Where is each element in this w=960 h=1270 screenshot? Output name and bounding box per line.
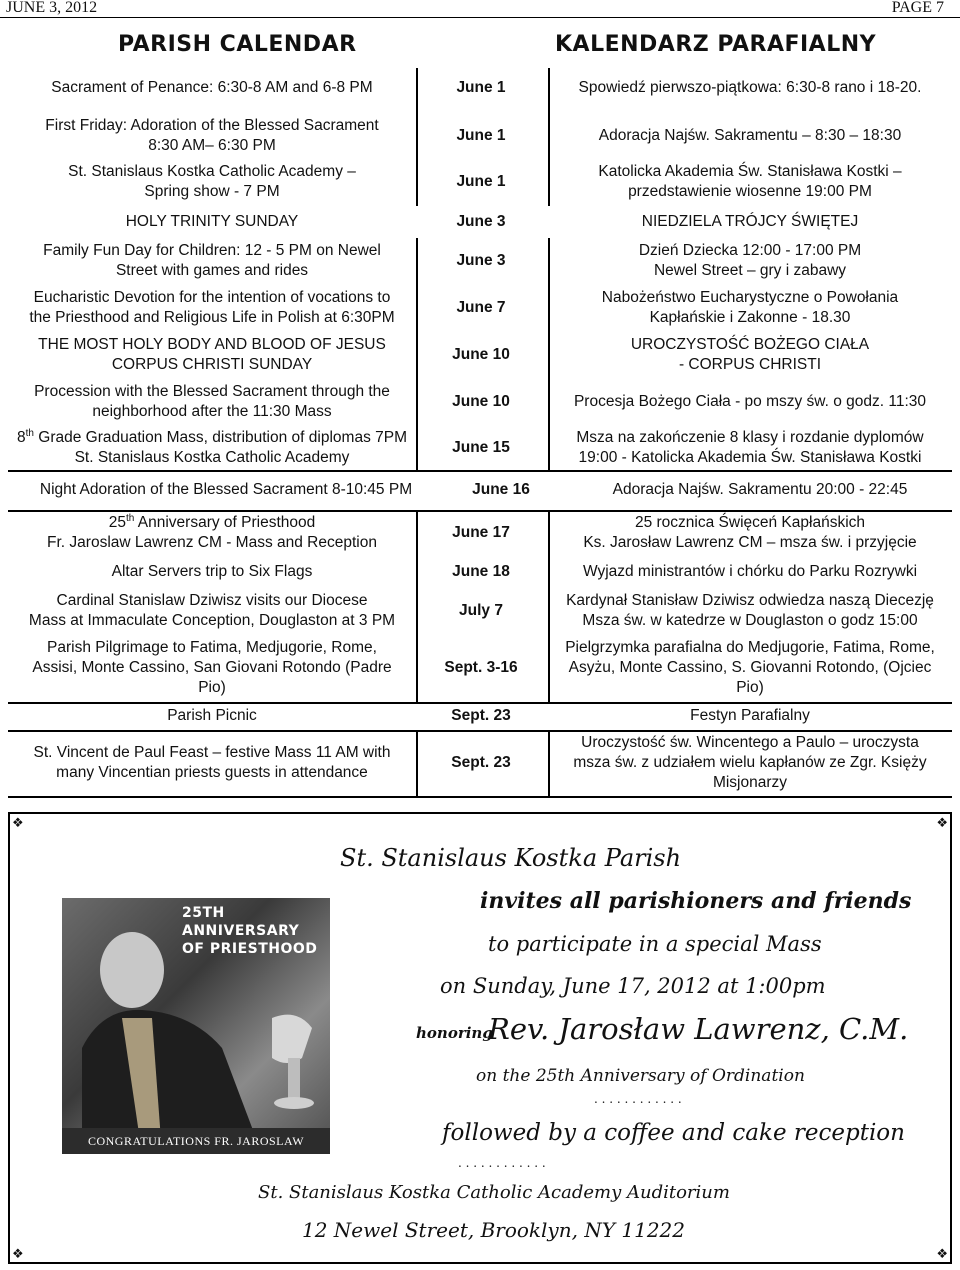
event-polish-text: NIEDZIELA TRÓJCY ŚWIĘTEJ [641,213,859,230]
event-polish-text: Uroczystość św. Wincentego a Paulo – uroczysta msza św. z udziałem wielu kapłanów ze Zgr. Księży Misjonarzy [573,734,927,791]
calendar-title-en: PARISH CALENDAR [118,32,357,57]
calendar-title-pl: KALENDARZ PARAFIALNY [555,32,877,57]
event-polish-text: Msza na zakończenie 8 klasy i rozdanie dyplomów 19:00 - Katolicka Akademia Św. Stanisława Kostki [576,429,924,466]
event-polish-text: Festyn Parafialny [690,707,810,724]
corner-ornament: ❖ [12,815,24,830]
event-polish-text: Spowiedź pierwszo-piątkowa: 6:30-8 rano i 18-20. [578,79,922,96]
calendar-row [8,634,952,702]
dotted-separator: . . . . . . . . . . . . [594,1092,682,1106]
ordinal-number: 25 [108,514,126,531]
event-english-text: Parish Picnic [167,707,257,724]
column-divider [416,510,418,702]
event-polish-text: Nabożeństwo Eucharystyczne o Powołania Kapłańskie i Zakonne - 18.30 [601,289,899,326]
calendar-row [8,556,952,588]
event-polish [548,378,952,426]
calendar-row [8,158,952,206]
calendar-row [8,206,952,238]
corner-ornament: ❖ [936,1246,948,1261]
invite-line-1: invites all parishioners and friends [480,888,912,914]
calendar-row [8,702,952,730]
event-english [8,332,416,378]
event-date: Sept. 3-16 [444,659,518,676]
invite-parish: St. Stanislaus Kostka Parish [340,844,682,872]
invite-line-3: on Sunday, June 17, 2012 at 1:00pm [440,974,826,998]
event-date: June 10 [452,393,510,410]
row-divider [8,702,952,704]
event-polish-text: Adoracja Najśw. Sakramentu – 8:30 – 18:30 [598,127,902,144]
event-english-text: Altar Servers trip to Six Flags [111,563,313,580]
event-english-text: Sacrament of Penance: 6:30-8 AM and 6-8 PM [51,79,373,96]
event-english-text: Anniversary of Priesthood Fr. Jaroslaw Lawrenz CM - Mass and Reception [47,514,377,551]
event-date: June 1 [456,127,506,144]
event-date: June 1 [456,79,506,96]
event-polish-text: Procesja Bożego Ciała - po mszy św. o godz. 11:30 [573,393,927,410]
event-english-text: Family Fun Day for Children: 12 - 5 PM on Newel Street with games and rides [43,242,381,279]
event-english-text: Procession with the Blessed Sacrament through the neighborhood after the 11:30 Mass [34,383,390,420]
calendar-row [8,68,952,108]
page-header [0,0,960,18]
calendar-row [8,730,952,796]
event-polish-text: Dzień Dziecka 12:00 - 17:00 PM Newel Street – gry i zabawy [638,242,862,279]
invite-line-6: followed by a coffee and cake reception [442,1120,905,1146]
event-polish [548,284,952,332]
calendar-row [8,510,952,556]
calendar-row [8,378,952,426]
dotted-separator: . . . . . . . . . . . . [458,1156,546,1170]
event-english [8,730,416,796]
row-divider [8,730,952,732]
row-divider [8,510,952,512]
event-polish [548,730,952,796]
event-polish [548,206,952,238]
event-english-text: Eucharistic Devotion for the intention of vocations to the Priesthood and Religious Life in Polish at 6:30PM [29,289,395,326]
event-english-text: Grade Graduation Mass, distribution of diplomas 7PM St. Stanislaus Kostka Catholic Academy [38,429,407,466]
column-divider [548,730,550,796]
photo-title: 25TH ANNIVERSARY OF PRIESTHOOD [182,905,318,957]
event-polish [548,114,952,158]
event-date: June 17 [452,524,510,541]
issue-date: JUNE 3, 2012 [6,0,98,16]
event-english-text: Night Adoration of the Blessed Sacrament 8-10:45 PM [39,481,413,498]
calendar-row [8,588,952,634]
event-polish [548,510,952,556]
priest-photo [62,898,330,1154]
event-polish [548,426,952,470]
event-date: June 15 [452,439,510,456]
invite-line-5: on the 25th Anniversary of Ordination [476,1066,805,1086]
calendar-row [8,470,952,510]
event-polish-text: Kardynał Stanisław Dziwisz odwiedza naszą Diecezję Msza św. w katedrze w Douglaston o godz 15:00 [566,592,934,629]
calendar-row [8,114,952,158]
column-divider [548,68,550,206]
event-date: Sept. 23 [451,754,511,771]
event-english [8,702,416,730]
calendar-row [8,238,952,284]
column-divider [416,68,418,206]
event-polish [548,68,952,108]
event-polish [568,470,952,510]
column-divider [548,238,550,470]
corner-ornament: ❖ [12,1246,24,1261]
event-english-text: St. Stanislaus Kostka Catholic Academy – Spring show - 7 PM [68,163,356,200]
event-english [8,378,416,426]
event-date: Sept. 23 [451,707,511,724]
event-polish-text: Adoracja Najśw. Sakramentu 20:00 - 22:45 [612,481,908,498]
event-polish-text: Katolicka Akademia Św. Stanisława Kostki – przedstawienie wiosenne 19:00 PM [598,163,902,200]
event-polish [548,158,952,206]
event-date: June 16 [472,481,530,498]
event-english-text: Cardinal Stanislaw Dziwisz visits our Diocese Mass at Immaculate Conception, Douglaston at 3 PM [28,592,396,629]
event-english [8,634,416,702]
event-date: June 18 [452,563,510,580]
event-polish [548,588,952,634]
event-polish [548,238,952,284]
calendar-row [8,332,952,378]
event-english [8,158,416,206]
event-polish-text: Wyjazd ministrantów i chórku do Parku Rozrywki [582,563,918,580]
event-polish [548,332,952,378]
column-divider [416,730,418,796]
mass-invitation [8,812,952,1264]
column-divider [548,510,550,702]
event-english-text: THE MOST HOLY BODY AND BLOOD OF JESUS CORPUS CHRISTI SUNDAY [38,336,386,373]
event-english [8,206,416,238]
event-date: June 3 [456,252,506,269]
event-date: June 7 [456,299,506,316]
invite-line-2: to participate in a special Mass [488,932,822,956]
event-english-text: St. Vincent de Paul Feast – festive Mass 11 AM with many Vincentian priests guests in attendance [33,744,391,781]
photo-caption: CONGRATULATIONS FR. JAROSLAW [62,1128,330,1154]
invite-venue: St. Stanislaus Kostka Catholic Academy Auditorium [258,1182,730,1203]
event-polish-text: 25 rocznica Święceń Kapłańskich Ks. Jarosław Lawrenz CM – msza św. i przyjęcie [583,514,917,551]
event-date: June 1 [456,173,506,190]
ordinal-suffix: th [125,512,135,524]
ordinal-suffix: th [25,427,34,439]
event-date: June 10 [452,346,510,363]
event-english [8,588,416,634]
event-polish [548,634,952,702]
event-polish [548,702,952,730]
event-english [8,238,416,284]
ordinal-number: 8 [16,429,26,446]
event-polish-text: Pielgrzymka parafialna do Medjugorie, Fatima, Rome, Asyżu, Monte Cassino, S. Giovanni Rotondo, (Ojciec Pio) [565,639,935,696]
event-english [8,426,416,470]
event-english [8,284,416,332]
event-english-text: HOLY TRINITY SUNDAY [125,213,299,230]
page-number: PAGE 7 [891,0,944,16]
event-english [8,556,416,588]
column-divider [416,238,418,470]
row-divider [8,796,952,798]
event-english [8,114,416,158]
event-english [8,68,416,108]
invite-honoree: Rev. Jarosław Lawrenz, C.M. [488,1012,909,1046]
invite-honoring: honoring [416,1024,493,1042]
event-date: July 7 [459,602,503,619]
event-date: June 3 [456,213,506,230]
calendar-row [8,284,952,332]
row-divider [8,470,952,472]
event-english [8,510,416,556]
event-polish [548,556,952,588]
event-english [8,470,444,510]
event-polish-text: UROCZYSTOŚĆ BOŻEGO CIAŁA - CORPUS CHRISTI [630,336,870,373]
event-english-text: First Friday: Adoration of the Blessed Sacrament 8:30 AM– 6:30 PM [45,117,379,154]
corner-ornament: ❖ [936,815,948,830]
event-english-text: Parish Pilgrimage to Fatima, Medjugorie, Rome, Assisi, Monte Cassino, San Giovani Rotondo (Padre Pio) [32,639,392,696]
invite-address: 12 Newel Street, Brooklyn, NY 11222 [302,1218,686,1242]
calendar-row [8,426,952,470]
